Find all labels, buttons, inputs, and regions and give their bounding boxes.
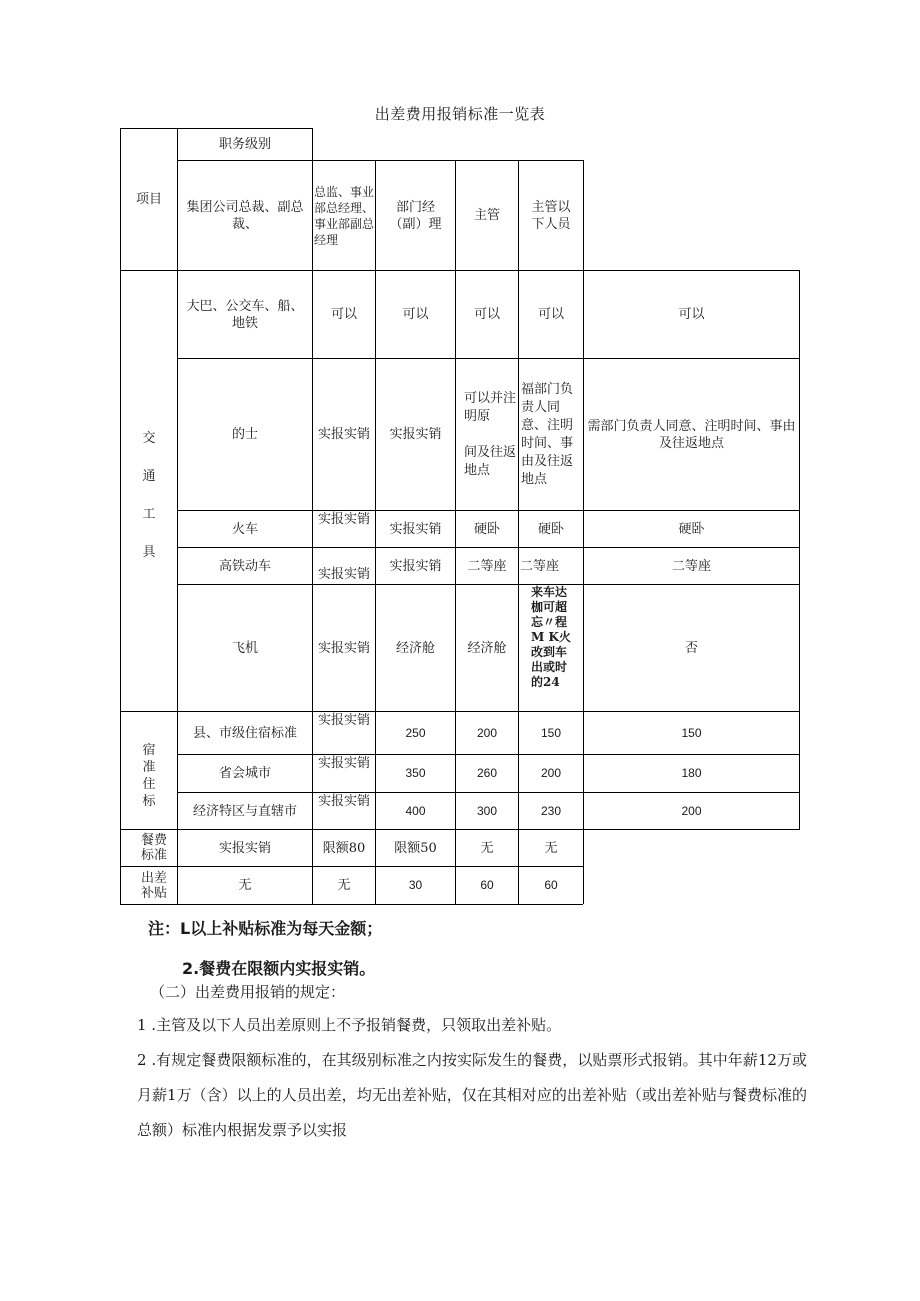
table-cell: 限额80 [322, 840, 366, 856]
table-cell: 230 [540, 803, 562, 818]
table-cell: 可以 [330, 307, 357, 322]
table-cell: 实报实销 [317, 640, 370, 656]
table-cell: 实报实销 [317, 713, 370, 728]
table-cell: 180 [681, 766, 702, 780]
transport-label [121, 271, 177, 711]
row-label: 火车 [231, 521, 258, 537]
row-label: 的士 [231, 427, 258, 442]
header-level: 主管 [473, 208, 500, 223]
row-label: 省会城市 [218, 766, 271, 781]
header-level: 总监、事业部总经理、事业部副总经理 [314, 184, 375, 247]
table-cell: 无 [544, 840, 558, 856]
header-level: 集团公司总裁、副总裁、 [186, 199, 304, 232]
table-cell: 60 [544, 878, 558, 892]
table-cell: 30 [408, 878, 423, 892]
table-cell: 实报实销 [317, 566, 370, 582]
table-cell: 实报实销 [317, 756, 370, 771]
table-cell: 可以并注明原 间及往返地点 [464, 390, 517, 478]
table-cell: 实报实销 [389, 427, 442, 442]
label-char: 标 [142, 793, 156, 809]
table-cell: 实报实销 [317, 794, 370, 809]
table-cell: 200 [681, 803, 702, 818]
table-cell: 可以 [537, 307, 564, 322]
table-cell: 硬卧 [537, 521, 564, 537]
label-line: 餐费 [140, 833, 167, 848]
label-char: 工 [142, 507, 156, 522]
table-cell: 经济舱 [395, 640, 435, 656]
table-cell: 硬卧 [678, 521, 705, 537]
row-label: 经济特区与直辖市 [192, 803, 297, 819]
header-level: 主管以下人员 [531, 199, 571, 232]
row-label: 县、市级住宿标准 [192, 725, 297, 741]
table-cell: 350 [405, 766, 426, 780]
table-cell: 实报实销 [389, 521, 442, 537]
table-cell: 二等座 [520, 558, 560, 574]
table-cell: 实报实销 [317, 512, 370, 527]
table-cell: 限额50 [394, 840, 437, 856]
table-cell: 300 [476, 803, 498, 818]
label-char: 具 [142, 545, 156, 560]
table-cell: 实报实销 [389, 558, 442, 574]
row-label: 高铁动车 [218, 558, 271, 574]
header-level: 部门经（副）理 [389, 199, 442, 232]
table-cell: 260 [476, 766, 498, 780]
row-label: 大巴、公交车、船、地铁 [186, 298, 304, 331]
table-cell: 400 [405, 803, 426, 818]
lodging-label [121, 712, 177, 829]
table-cell: 150 [681, 725, 702, 740]
table-cell: 150 [540, 725, 562, 740]
table-cell: 需部门负责人同意、注明时间、事由及往返地点 [587, 418, 796, 451]
note-1: 注：L以上补贴标准为每天金额； [148, 919, 383, 938]
table-cell: 福部门负责人同意、注明时间、事由及往返地点 [521, 381, 574, 487]
allowance-label [121, 867, 177, 904]
table-cell: 250 [405, 725, 426, 740]
label-char: 交 [142, 431, 156, 446]
note-2: 2.餐费在限额内实报实销。 [182, 959, 376, 978]
page-title: 出差费用报销标准一览表 [374, 105, 546, 123]
meal-label [121, 830, 177, 866]
table-cell: 200 [476, 725, 498, 740]
section-heading: （二）出差费用报销的规定： [150, 983, 346, 1001]
table-cell: 可以 [678, 307, 705, 322]
table-cell: 实报实销 [317, 427, 370, 442]
header-item: 项目 [135, 192, 162, 207]
table-cell: 来车达枷可超忘〃程M K火改到车出或时的24 [531, 585, 571, 689]
row-label: 飞机 [231, 640, 258, 656]
label-line: 出差 [140, 870, 167, 886]
rule-1: 1 .主管及以下人员出差原则上不予报销餐费，只领取出差补贴。 [137, 1016, 562, 1034]
label-char: 住 [142, 776, 156, 792]
table-cell: 硬卧 [473, 521, 500, 537]
label-char: 宿 [142, 742, 156, 758]
table-cell: 二等座 [467, 558, 507, 574]
table-cell: 实报实销 [218, 840, 271, 856]
table-cell: 经济舱 [467, 640, 507, 656]
table-cell: 200 [540, 766, 562, 780]
table-cell: 无 [480, 840, 494, 856]
label-char: 通 [142, 469, 156, 484]
table-cell: 可以 [473, 307, 500, 322]
rule-2: 2 .有规定餐费限额标准的，在其级别标准之内按实际发生的餐费，以贴票形式报销。其中年薪12万或月薪1万（含）以上的人员出差，均无出差补贴，仅在其相对应的出差补贴（或出差补贴与餐费标准的总额）标准内根据发票予以实报 [137, 1051, 807, 1139]
label-char: 准 [142, 759, 156, 775]
grid-line [799, 270, 800, 830]
table-cell: 可以 [402, 307, 429, 322]
table-cell: 二等座 [671, 558, 711, 574]
table-cell: 无 [337, 878, 351, 893]
table-cell: 60 [480, 878, 494, 892]
header-grade: 职务级别 [218, 137, 271, 152]
grid-line [120, 904, 583, 905]
table-cell: 否 [684, 640, 698, 656]
label-line: 补贴 [140, 885, 167, 901]
label-line: 标准 [140, 848, 167, 863]
table-cell: 无 [238, 878, 252, 893]
